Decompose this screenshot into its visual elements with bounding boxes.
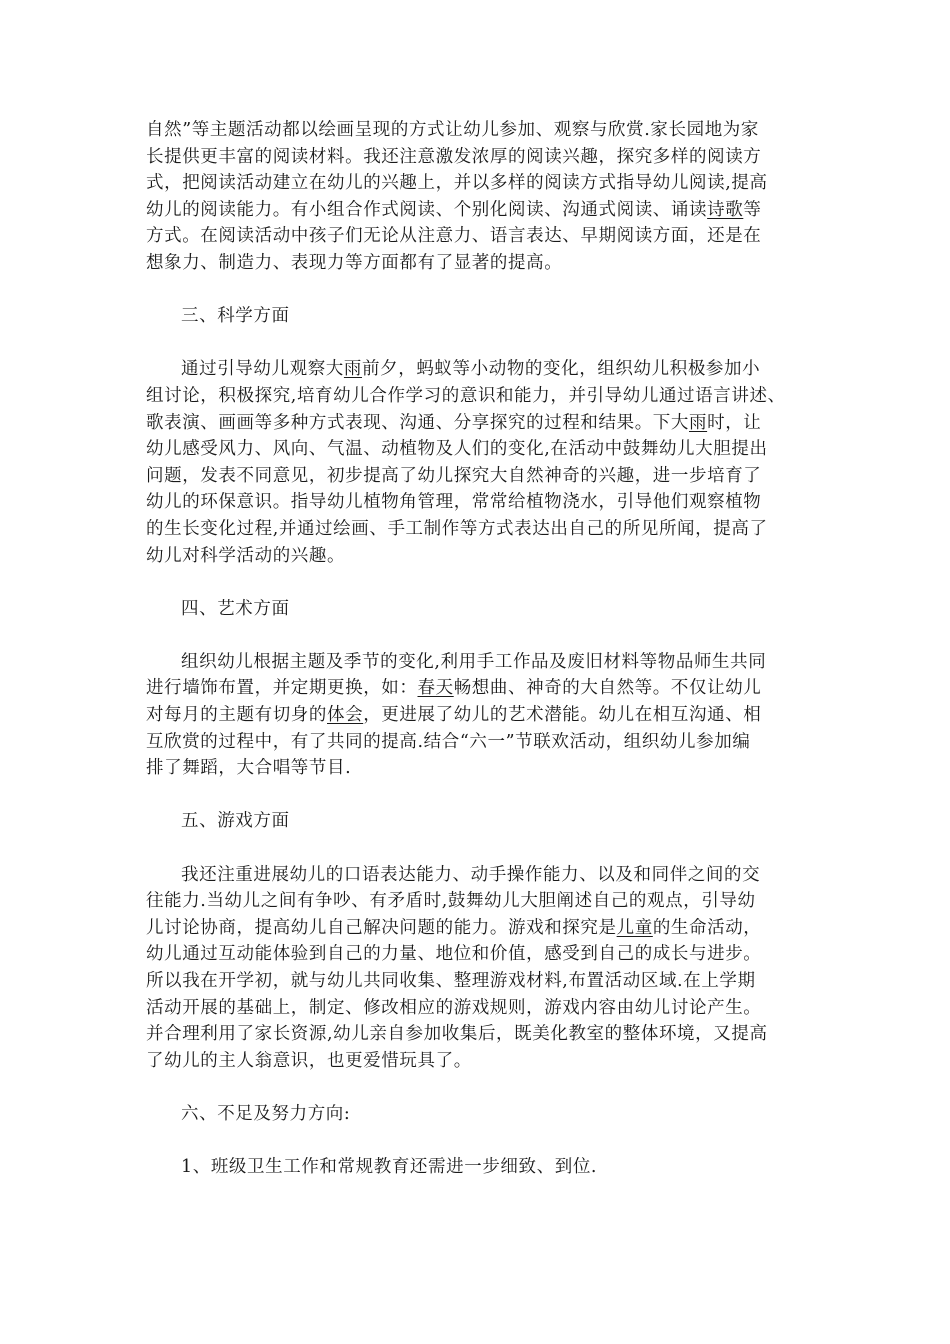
paragraph-gap: [146, 330, 830, 357]
body-paragraph: [146, 649, 830, 782]
paragraph-gap: [146, 1074, 830, 1101]
text-line: 自然”等主题活动都以绘画呈现的方式让幼儿参加、观察与欣赏.家长园地为家: [146, 120, 760, 140]
paragraph-gap: [146, 277, 830, 304]
body-paragraph: [146, 862, 830, 1075]
text-line: 我还注重进展幼儿的口语表达能力、动手操作能力、以及和同伴之间的交: [181, 864, 761, 885]
text-line: 幼儿的阅读能力。有小组合作式阅读、个别化阅读、沟通式阅读、诵读诗歌等: [146, 199, 762, 220]
section-heading: 三、科学方面: [181, 306, 290, 327]
body-paragraph: [146, 356, 830, 569]
paragraph-gap: [146, 1128, 830, 1155]
paragraph-gap: [146, 782, 830, 809]
text-line: 活动开展的基础上，制定、修改相应的游戏规则，游戏内容由幼儿讨论产生。: [146, 997, 762, 1018]
text-line: 幼儿感受风力、风向、气温、动植物及人们的变化,在活动中鼓舞幼儿大胆提出: [146, 439, 768, 460]
paragraph-gap: [146, 569, 830, 596]
text-line: 排了舞蹈，大合唱等节目.: [146, 758, 352, 779]
underlined-term: 雨: [343, 359, 363, 380]
text-line: 组讨论，积极探究,培育幼儿合作学习的意识和能力，并引导幼儿通过语言讲述、: [146, 385, 786, 406]
text-line: 进行墙饰布置，并定期更换，如：春天畅想曲、神奇的大自然等。不仅让幼儿: [146, 678, 762, 699]
underlined-term: 体会: [327, 705, 364, 726]
text-line: 互欣赏的过程中，有了共同的提高.结合“六一”节联欢活动，组织幼儿参加编: [146, 731, 751, 752]
text-line: 对每月的主题有切身的体会，更进展了幼儿的艺术潜能。幼儿在相互沟通、相: [146, 705, 762, 726]
text-line: 儿讨论协商，提高幼儿自己解决问题的能力。游戏和探究是儿童的生命活动，: [146, 917, 762, 938]
text-line: 方式。在阅读活动中孩子们无论从注意力、语言表达、早期阅读方面，还是在: [146, 226, 762, 247]
text-line: 所以我在开学初，就与幼儿共同收集、整理游戏材料,布置活动区域.在上学期: [146, 971, 756, 991]
underlined-term: 雨: [689, 412, 708, 433]
section-heading: 四、艺术方面: [181, 598, 290, 619]
underlined-term: 春天: [417, 678, 454, 699]
text-line: 的生长变化过程,并通过绘画、手工制作等方式表达出自己的所见所闻，提高了: [146, 518, 768, 539]
underlined-term: 儿童: [616, 917, 653, 938]
text-line: 了幼儿的主人翁意识，也更爱惜玩具了。: [146, 1050, 472, 1071]
text-line: 组织幼儿根据主题及季节的变化,利用手工作品及废旧材料等物品师生共同: [181, 651, 767, 672]
text-line: 幼儿对科学活动的兴趣。: [146, 545, 346, 566]
body-paragraph: [146, 117, 830, 277]
underlined-term: 诗歌: [707, 199, 744, 220]
text-line: 长提供更丰富的阅读材料。我还注意激发浓厚的阅读兴趣，探究多样的阅读方: [146, 146, 762, 167]
text-line: 幼儿的环保意识。指导幼儿植物角管理，常常给植物浇水，引导他们观察植物: [146, 492, 762, 513]
paragraph-gap: [146, 622, 830, 649]
section-heading: 1、班级卫生工作和常规教育还需进一步细致、到位.: [181, 1157, 598, 1178]
text-line: 往能力.当幼儿之间有争吵、有矛盾时,鼓舞幼儿大胆阐述自己的观点，引导幼: [146, 891, 756, 912]
document-body: [146, 117, 830, 1181]
text-line: 问题，发表不同意见，初步提高了幼儿探究大自然神奇的兴趣，进一步培育了: [146, 465, 762, 486]
text-line: 幼儿通过互动能体验到自己的力量、地位和价值，感受到自己的成长与进步。: [146, 944, 762, 965]
section-heading: 五、游戏方面: [181, 811, 290, 832]
text-line: 式，把阅读活动建立在幼儿的兴趣上，并以多样的阅读方式指导幼儿阅读,提高: [146, 173, 768, 194]
text-line: 歌表演、画画等多种方式表现、沟通、分享探究的过程和结果。下大雨时，让: [146, 412, 762, 433]
text-line: 并合理利用了家长资源,幼儿亲自参加收集后，既美化教室的整体环境，又提高: [146, 1024, 768, 1045]
text-line: 通过引导幼儿观察大雨前夕，蚂蚁等小动物的变化，组织幼儿积极参加小: [181, 359, 761, 380]
section-heading: 六、不足及努力方向:: [181, 1103, 351, 1124]
text-line: 想象力、制造力、表现力等方面都有了显著的提高。: [146, 252, 563, 273]
paragraph-gap: [146, 835, 830, 862]
